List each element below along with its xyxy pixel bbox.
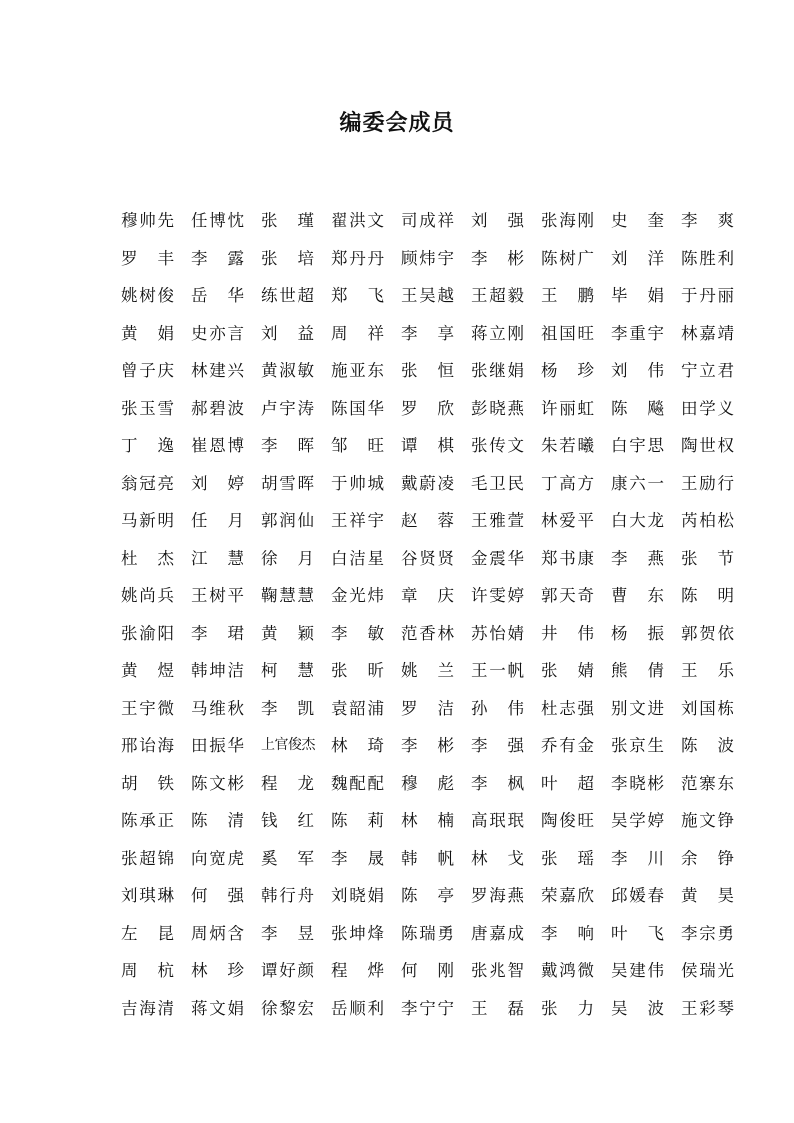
member-name: 王超毅 [471,286,524,305]
member-name: 上官俊杰 [261,737,315,753]
member-name: 陈 波 [681,736,734,755]
member-name: 罗 洁 [401,698,454,718]
member-name: 郭贺依 [681,623,734,643]
member-name: 叶 超 [541,773,594,793]
member-name: 陈国华 [331,398,384,418]
page-title: 编委会成员 [339,110,455,136]
member-name: 左 昆 [121,923,174,943]
member-name: 王祥宇 [331,511,384,530]
member-name: 林 戈 [471,848,524,868]
member-name: 李 燕 [611,548,664,568]
member-name: 康六一 [611,473,664,493]
member-name: 陈承正 [121,811,174,830]
member-name: 周 祥 [331,323,384,343]
member-name: 刘国栋 [681,698,734,718]
member-name: 崔恩博 [191,436,244,455]
member-name: 郑 飞 [331,286,384,305]
member-name: 张 恒 [401,361,454,380]
member-name: 姚 兰 [401,661,454,680]
member-name: 陈 莉 [331,811,384,830]
member-name: 王一帆 [471,661,524,680]
member-name: 黄 煜 [121,661,174,680]
member-name: 陈胜利 [681,248,734,268]
member-name: 李 晟 [331,848,384,868]
member-name: 袁韶浦 [331,698,384,718]
member-name: 李 凯 [261,698,314,718]
member-name: 王彩琴 [681,998,734,1018]
member-name: 张 瑾 [261,211,314,230]
member-name: 陈树广 [541,248,594,268]
member-name: 李 枫 [471,773,524,793]
member-name: 张玉雪 [121,398,174,418]
member-name: 丁高方 [541,473,594,493]
member-name: 叶 飞 [611,923,664,943]
member-name: 陶俊旺 [541,811,594,830]
member-name: 张海刚 [541,211,594,230]
member-name: 王宇微 [121,698,174,718]
member-name: 程 龙 [261,773,314,793]
member-name: 刘琪琳 [121,886,174,905]
member-name: 于帅城 [331,473,384,493]
member-name: 李宗勇 [681,923,734,943]
member-name: 穆 彪 [401,773,454,793]
member-name: 林建兴 [191,361,244,380]
member-name: 周 杭 [121,961,174,980]
member-name: 余 铮 [681,848,734,868]
member-name: 蒋立刚 [471,323,524,343]
member-name: 范寨东 [681,773,734,793]
member-name: 孙 伟 [471,698,524,718]
member-name: 王 乐 [681,661,734,680]
member-name: 刘 洋 [611,248,664,268]
member-name: 李 敏 [331,623,384,643]
member-name: 许丽虹 [541,398,594,418]
member-name: 郭天奇 [541,586,594,605]
member-name: 蒋文娟 [191,998,244,1018]
member-name: 井 伟 [541,623,594,643]
member-name: 姚尚兵 [121,586,174,605]
member-name: 马新明 [121,511,174,530]
member-name: 白宇思 [611,436,664,455]
member-name: 刘 强 [471,211,524,230]
member-name: 魏配配 [331,773,384,793]
member-name: 张 培 [261,248,314,268]
member-name: 李 川 [611,848,664,868]
member-name: 向宽虎 [191,848,244,868]
member-name: 金光炜 [331,586,384,605]
member-name: 林 楠 [401,811,454,830]
member-name: 林 珍 [191,961,244,980]
member-name: 陈 亭 [401,886,454,905]
member-name: 韩 帆 [401,848,454,868]
member-name: 张继娟 [471,361,524,380]
member-name: 邱媛春 [611,886,664,905]
member-name: 姚树俊 [121,286,174,305]
member-name: 曾子庆 [121,361,174,380]
member-name: 唐嘉成 [471,923,524,943]
member-name: 张 力 [541,998,594,1018]
member-name: 李 珺 [191,623,244,643]
member-name: 谷贤贤 [401,548,454,568]
member-name: 陈 清 [191,811,244,830]
member-name: 高珉珉 [471,811,524,830]
member-name: 王励行 [681,473,734,493]
member-name: 黄 昊 [681,886,734,905]
member-name: 罗海燕 [471,886,524,905]
member-name: 毛卫民 [471,473,524,493]
member-name: 刘晓娟 [331,886,384,905]
member-name: 黄 娟 [121,323,174,343]
member-name: 陈 明 [681,586,734,605]
member-name: 陈 飚 [611,398,664,418]
member-name: 黄 颖 [261,623,314,643]
member-name: 刘 伟 [611,361,664,380]
member-name: 翟洪文 [331,211,384,230]
member-name: 王 鹏 [541,286,594,305]
member-name: 张兆智 [471,961,524,980]
member-name: 江 慧 [191,548,244,568]
member-name: 马维秋 [191,698,244,718]
member-name: 李晓彬 [611,773,664,793]
member-name: 张京生 [611,736,664,755]
member-name: 侯瑞光 [681,961,734,980]
member-name: 白洁星 [331,548,384,568]
member-name: 李 彬 [401,736,454,755]
member-name: 朱若曦 [541,436,594,455]
member-name: 戴鸿微 [541,961,594,980]
member-name: 李 响 [541,923,594,943]
member-name: 张 婧 [541,661,594,680]
member-name: 柯 慧 [261,661,314,680]
member-list [121,202,741,1027]
member-name: 李 露 [191,248,244,268]
member-name: 胡雪晖 [261,473,314,493]
member-name: 苏怡婧 [471,623,524,643]
member-name: 翁冠亮 [121,473,174,493]
member-name: 岳顺利 [331,998,384,1018]
member-name: 王雅萱 [471,511,524,530]
member-name: 钱 红 [261,811,314,830]
member-name: 吴建伟 [611,961,664,980]
member-name: 刘 婷 [191,473,244,493]
member-name: 林嘉靖 [681,323,734,343]
member-name: 别文进 [611,698,664,718]
member-name: 任 月 [191,511,244,530]
member-name: 罗 丰 [121,248,174,268]
member-name: 王 磊 [471,998,524,1018]
member-name: 范香林 [401,623,454,643]
member-name: 戴蔚凌 [401,473,454,493]
member-name: 张超锦 [121,848,174,868]
member-name: 丁 逸 [121,436,174,455]
member-name: 宁立君 [681,361,734,380]
member-name: 张 昕 [331,661,384,680]
member-name: 鞠慧慧 [261,586,314,605]
member-name: 张 节 [681,548,734,568]
member-name: 杨 振 [611,623,664,643]
member-name: 谭好颜 [261,961,314,980]
member-name: 吉海清 [121,998,174,1018]
member-name: 王吴越 [401,286,454,305]
member-name: 奚 军 [261,848,314,868]
member-name: 毕 娟 [611,286,664,305]
member-name: 吴 波 [611,998,664,1018]
member-name: 李 强 [471,736,524,755]
member-name: 许雯婷 [471,586,524,605]
member-name: 郝碧波 [191,398,244,418]
member-name: 李 彬 [471,248,524,268]
member-name: 张 瑶 [541,848,594,868]
member-name: 张坤烽 [331,923,384,943]
member-name: 李重宇 [611,323,664,343]
member-name: 李 昱 [261,923,314,943]
member-name: 荣嘉欣 [541,886,594,905]
member-name: 顾炜宇 [401,248,454,268]
member-name: 刘 益 [261,323,314,343]
member-name: 郑丹丹 [331,248,384,268]
member-name: 章 庆 [401,586,454,605]
member-name: 胡 铁 [121,773,174,793]
member-name: 郑书康 [541,548,594,568]
member-name: 李 享 [401,323,454,343]
member-name: 岳 华 [191,286,244,305]
member-name: 卢宇涛 [261,398,314,418]
member-name: 田振华 [191,736,244,755]
member-name: 史亦言 [191,323,244,343]
member-name: 罗 欣 [401,398,454,418]
member-name: 杜志强 [541,698,594,718]
member-name: 白大龙 [611,511,664,530]
member-name: 彭晓燕 [471,398,524,418]
member-name: 邹 旺 [331,436,384,455]
member-name: 芮柏松 [681,511,734,530]
member-name: 李 爽 [681,211,734,230]
member-name: 杜 杰 [121,548,174,568]
member-name: 曹 东 [611,586,664,605]
member-name: 李 晖 [261,436,314,455]
member-name: 任博忱 [191,211,244,230]
member-name: 林 琦 [331,736,384,755]
member-name: 李宁宁 [401,998,454,1018]
member-name: 施文铮 [681,811,734,830]
member-name: 徐 月 [261,548,314,568]
member-name: 熊 倩 [611,661,664,680]
member-name: 徐黎宏 [261,998,314,1018]
member-name: 赵 蓉 [401,511,454,530]
member-name: 郭润仙 [261,511,314,530]
member-name: 司成祥 [401,211,454,230]
member-name: 陈文彬 [191,773,244,793]
member-name: 邢诒海 [121,736,174,755]
member-name: 谭 棋 [401,436,454,455]
member-name: 金震华 [471,548,524,568]
member-name: 张传文 [471,436,524,455]
member-name: 林爱平 [541,511,594,530]
member-name: 周炳含 [191,923,244,943]
member-name: 乔有金 [541,736,594,755]
member-name: 程 烨 [331,961,384,980]
member-name: 田学义 [681,398,734,418]
member-name: 陶世权 [681,436,734,455]
member-name: 张渝阳 [121,623,174,643]
member-name: 吴学婷 [611,811,664,830]
member-name: 韩行舟 [261,886,314,905]
member-name: 练世超 [261,286,314,305]
member-name: 杨 珍 [541,361,594,380]
member-name: 于丹丽 [681,286,734,305]
member-name: 何 强 [191,886,244,905]
member-name: 何 刚 [401,961,454,980]
member-name: 祖国旺 [541,323,594,343]
member-name: 施亚东 [331,361,384,380]
member-name: 穆帅先 [121,211,174,230]
member-name: 黄淑敏 [261,361,314,380]
member-name: 韩坤洁 [191,661,244,680]
member-name: 史 奎 [611,211,664,230]
member-name: 陈瑞勇 [401,923,454,943]
member-name: 王树平 [191,586,244,605]
